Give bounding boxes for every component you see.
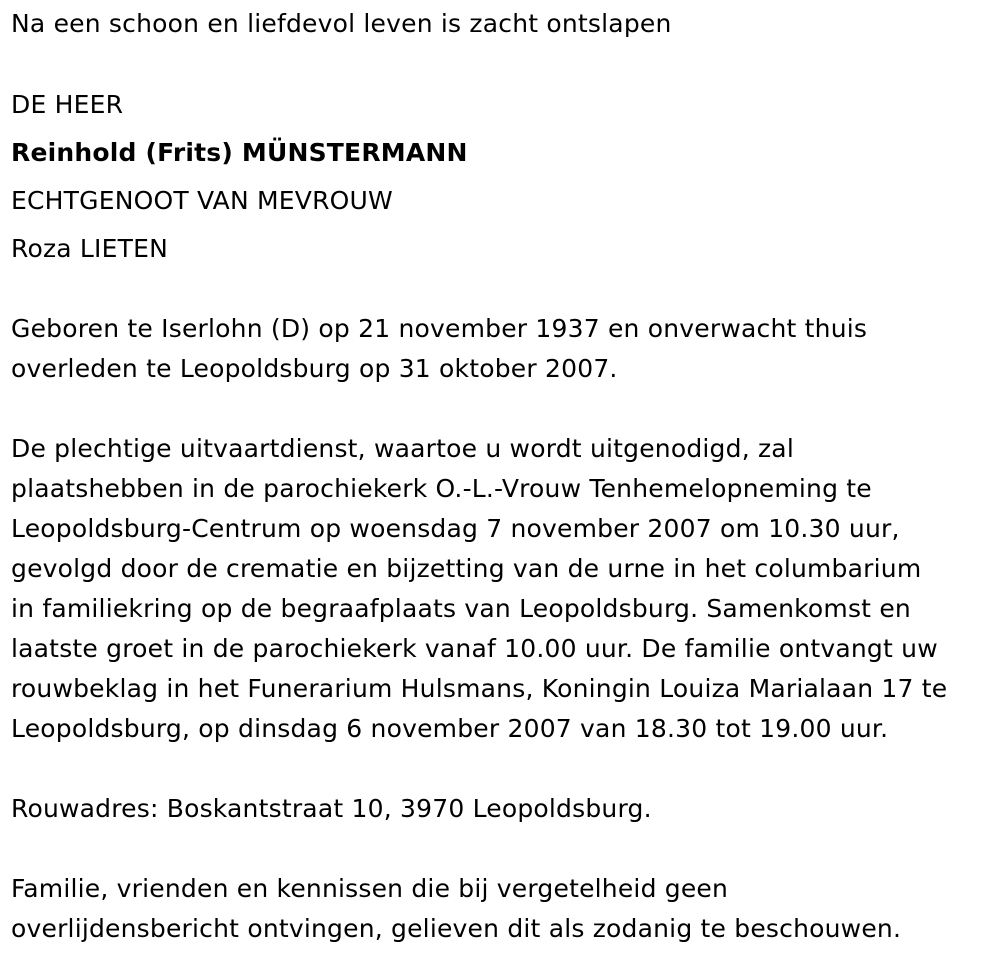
paragraph-line: overlijdensbericht ontvingen, gelieven dit als zodanig te beschouwen. xyxy=(11,914,902,943)
paragraph-line: rouwbeklag in het Funerarium Hulsmans, Koningin Louiza Marialaan 17 te xyxy=(11,674,948,703)
paragraph-line: overleden te Leopoldsburg op 31 oktober 2007. xyxy=(11,354,618,383)
address-paragraph xyxy=(11,789,652,829)
relation-line: ECHTGENOOT VAN MEVROUW xyxy=(11,186,393,215)
mourning-address: Rouwadres: Boskantstraat 10, 3970 Leopoldsburg. xyxy=(11,794,652,823)
spouse-name: Roza LIETEN xyxy=(11,234,168,263)
paragraph-line: Leopoldsburg-Centrum op woensdag 7 november 2007 om 10.30 uur, xyxy=(11,514,900,543)
opening-line: Na een schoon en liefdevol leven is zacht ontslapen xyxy=(11,9,672,38)
paragraph-line: plaatshebben in de parochiekerk O.-L.-Vrouw Tenhemelopneming te xyxy=(11,474,872,503)
paragraph-line: De plechtige uitvaartdienst, waartoe u wordt uitgenodigd, zal xyxy=(11,434,794,463)
paragraph-line: laatste groet in de parochiekerk vanaf 10.00 uur. De familie ontvangt uw xyxy=(11,634,938,663)
service-paragraph xyxy=(11,429,947,749)
paragraph-line: in familiekring op de begraafplaats van Leopoldsburg. Samenkomst en xyxy=(11,594,911,623)
closing-paragraph xyxy=(11,869,901,949)
title-prefix: DE HEER xyxy=(11,90,124,119)
paragraph-line: Familie, vrienden en kennissen die bij vergetelheid geen xyxy=(11,874,729,903)
birth-death-paragraph xyxy=(11,309,867,389)
paragraph-line: gevolgd door de crematie en bijzetting van de urne in het columbarium xyxy=(11,554,922,583)
paragraph-line: Geboren te Iserlohn (D) op 21 november 1937 en onverwacht thuis xyxy=(11,314,868,343)
deceased-name: Reinhold (Frits) MÜNSTERMANN xyxy=(11,138,468,167)
paragraph-line: Leopoldsburg, op dinsdag 6 november 2007 van 18.30 tot 19.00 uur. xyxy=(11,714,889,743)
